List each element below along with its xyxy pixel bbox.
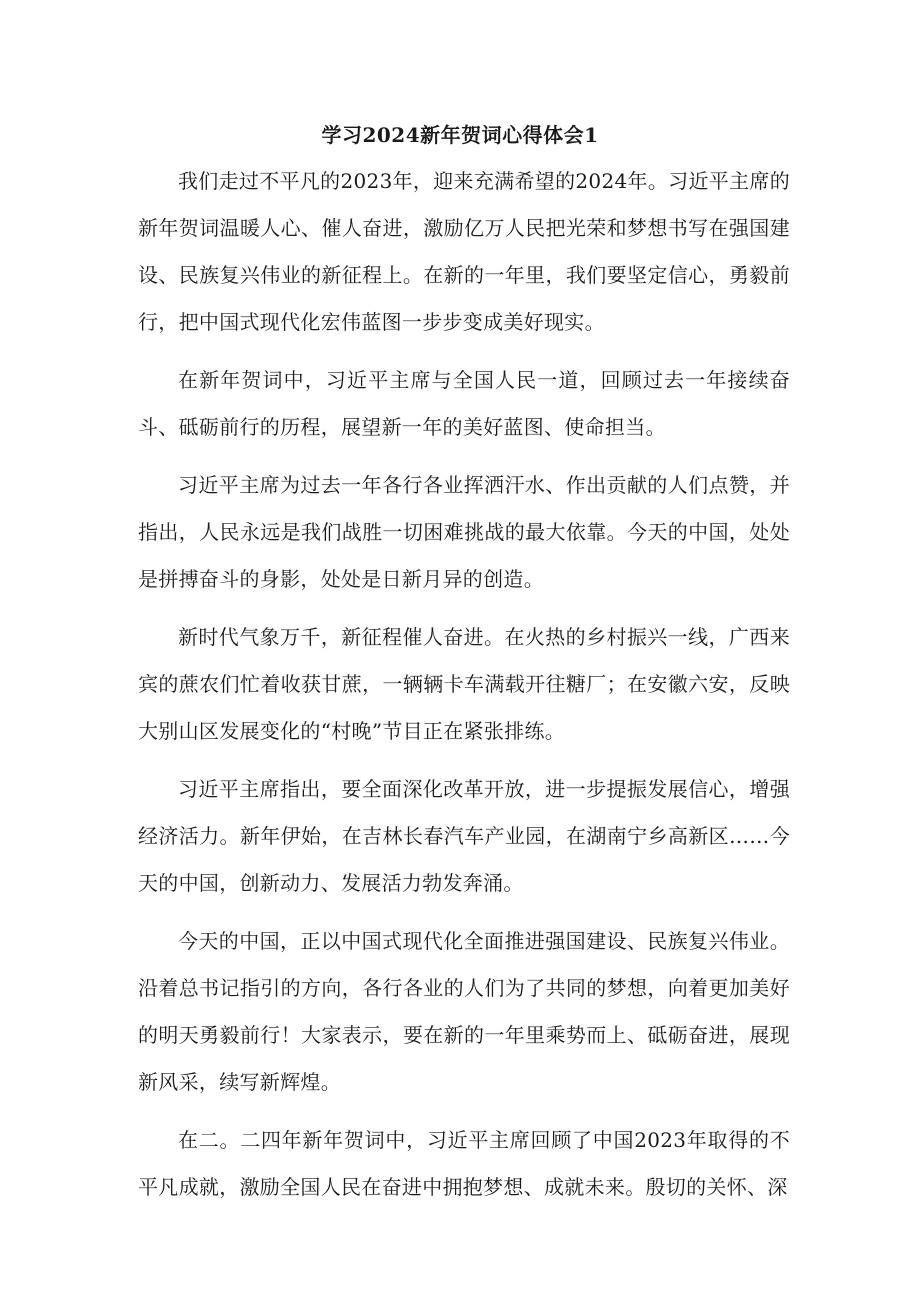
paragraph-1: 我们走过不平凡的2023年，迎来充满希望的2024年。习近平主席的新年贺词温暖人心、催人奋进，激励亿万人民把光荣和梦想书写在强国建设、民族复兴伟业的新征程上。在新的一年里，我们要坚定信心，勇毅前行，把中国式现代化宏伟蓝图一步步变成美好现实。: [138, 169, 790, 334]
paragraph-2: 在新年贺词中，习近平主席与全国人民一道，回顾过去一年接续奋斗、砥砺前行的历程，展望新一年的美好蓝图、使命担当。: [138, 368, 790, 439]
paragraph-7: 在二。二四年新年贺词中，习近平主席回顾了中国2023年取得的不平凡成就，激励全国人民在奋进中拥抱梦想、成就未来。殷切的关怀、深: [138, 1128, 790, 1199]
paragraph-3: 习近平主席为过去一年各行各业挥洒汗水、作出贡献的人们点赞，并指出，人民永远是我们战胜一切困难挑战的最大依靠。今天的中国，处处是拼搏奋斗的身影，处处是日新月异的创造。: [138, 473, 790, 591]
paragraph-4: 新时代气象万千，新征程催人奋进。在火热的乡村振兴一线，广西来宾的蔗农们忙着收获甘蔗，一辆辆卡车满载开往糖厂；在安徽六安，反映大别山区发展变化的“村晚”节目正在紧张排练。: [138, 625, 790, 743]
document-title: 学习2024新年贺词心得体会1: [321, 123, 599, 147]
paragraph-6: 今天的中国，正以中国式现代化全面推进强国建设、民族复兴伟业。沿着总书记指引的方向，各行各业的人们为了共同的梦想，向着更加美好的明天勇毅前行！大家表示，要在新的一年里乘势而上、砥砺奋进，展现新风采，续写新辉煌。: [138, 929, 790, 1094]
document-body: [138, 158, 790, 1222]
paragraph-5: 习近平主席指出，要全面深化改革开放，进一步提振发展信心，增强经济活力。新年伊始，在吉林长春汽车产业园，在湖南宁乡高新区……今天的中国，创新动力、发展活力勃发奔涌。: [138, 777, 790, 895]
